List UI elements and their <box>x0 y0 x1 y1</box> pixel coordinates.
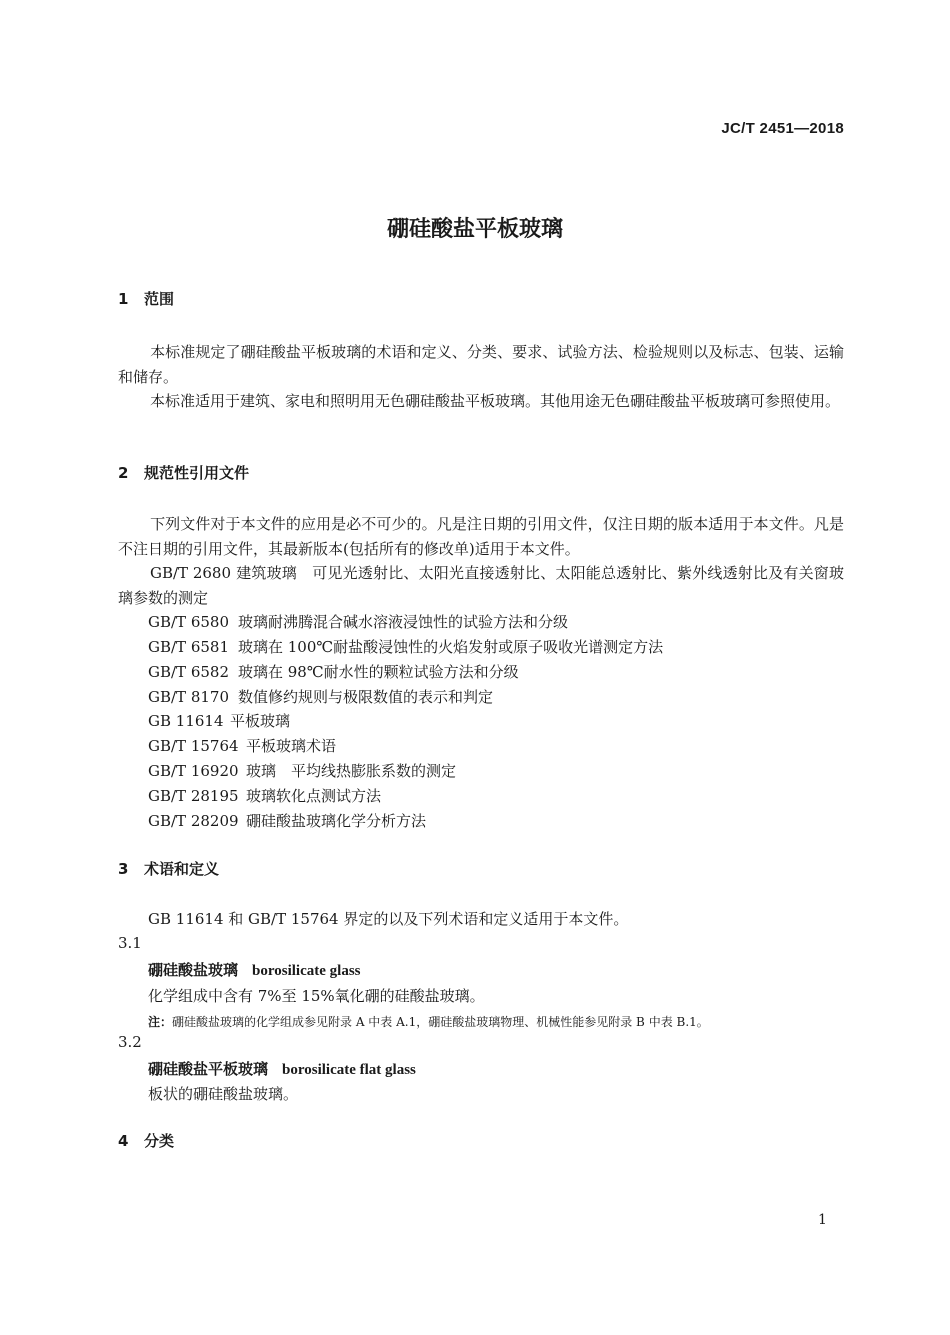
reference-title: 玻璃在 100℃耐盐酸浸蚀性的火焰发射或原子吸收光谱测定方法 <box>238 638 664 656</box>
term-definition: 化学组成中含有 7%至 15%氧化硼的硅酸盐玻璃。 <box>148 987 485 1005</box>
term-number: 3.1 <box>118 934 142 952</box>
section-title: 术语和定义 <box>144 860 220 878</box>
reference-code: GB/T 2680 <box>150 564 232 582</box>
section-number: 1 <box>118 290 129 308</box>
reference-item <box>148 760 456 781</box>
term-note <box>148 1013 709 1030</box>
reference-title: 平板玻璃 <box>230 712 291 730</box>
reference-item <box>148 785 381 806</box>
reference-item <box>118 561 844 611</box>
page-number: 1 <box>818 1212 827 1228</box>
term-definition: 板状的硼硅酸盐玻璃。 <box>148 1085 299 1103</box>
section-title: 规范性引用文件 <box>144 464 250 482</box>
section-1-heading <box>118 288 174 309</box>
reference-code: GB/T 6581 <box>148 638 230 656</box>
reference-code: GB/T 28209 <box>148 812 239 830</box>
reference-code: GB/T 16920 <box>148 762 239 780</box>
reference-title: 玻璃 平均线热膨胀系数的测定 <box>246 762 457 780</box>
section-4-heading <box>118 1130 174 1151</box>
section-title: 分类 <box>144 1132 175 1150</box>
term-english: borosilicate flat glass <box>282 1062 416 1078</box>
scope-paragraph-2: 本标准适用于建筑、家电和照明用无色硼硅酸盐平板玻璃。其他用途无色硼硅酸盐平板玻璃可参照使用。 <box>150 392 841 410</box>
section-3-heading <box>118 858 219 879</box>
reference-item <box>148 710 290 731</box>
reference-code: GB/T 8170 <box>148 688 230 706</box>
reference-code: GB/T 6582 <box>148 663 230 681</box>
term-chinese: 硼硅酸盐平板玻璃 <box>148 1060 269 1078</box>
section-number: 3 <box>118 860 129 878</box>
standard-code-header: JC/T 2451—2018 <box>721 120 844 137</box>
page-title: 硼硅酸盐平板玻璃 <box>386 217 563 242</box>
reference-item <box>148 735 336 756</box>
reference-code: GB/T 15764 <box>148 737 239 755</box>
reference-title: 建筑玻璃 可见光透射比、太阳光直接透射比、太阳能总透射比、紫外线透射比及有关窗玻璃参数的测定 <box>118 564 844 607</box>
reference-title: 玻璃在 98℃耐水性的颗粒试验方法和分级 <box>238 663 519 681</box>
reference-title: 数值修约规则与极限数值的表示和判定 <box>238 688 494 706</box>
reference-code: GB/T 28195 <box>148 787 239 805</box>
terms-intro: GB 11614 和 GB/T 15764 界定的以及下列术语和定义适用于本文件。 <box>148 910 629 928</box>
section-number: 4 <box>118 1132 129 1150</box>
note-label: 注： <box>148 1015 173 1029</box>
term-chinese: 硼硅酸盐玻璃 <box>148 961 239 979</box>
reference-title: 硼硅酸盐玻璃化学分析方法 <box>246 812 427 830</box>
reference-title: 平板玻璃术语 <box>246 737 337 755</box>
term-heading <box>148 959 361 980</box>
term-english: borosilicate glass <box>252 963 361 979</box>
reference-code: GB/T 6580 <box>148 613 230 631</box>
reference-title: 玻璃软化点测试方法 <box>246 787 382 805</box>
reference-item <box>148 686 493 707</box>
section-number: 2 <box>118 464 129 482</box>
reference-item <box>148 810 426 831</box>
reference-title: 玻璃耐沸腾混合碱水溶液浸蚀性的试验方法和分级 <box>238 613 569 631</box>
reference-code: GB 11614 <box>148 712 224 730</box>
reference-item <box>148 611 568 632</box>
term-number: 3.2 <box>118 1033 142 1051</box>
reference-item <box>148 661 519 682</box>
references-intro: 下列文件对于本文件的应用是必不可少的。凡是注日期的引用文件，仅注日期的版本适用于本文件。凡是不注日期的引用文件，其最新版本(包括所有的修改单)适用于本文件。 <box>118 515 844 558</box>
section-2-heading <box>118 462 249 483</box>
scope-paragraph-1: 本标准规定了硼硅酸盐平板玻璃的术语和定义、分类、要求、试验方法、检验规则以及标志、包装、运输和储存。 <box>118 343 844 386</box>
reference-item <box>148 636 663 657</box>
section-title: 范围 <box>144 290 175 308</box>
note-text: 硼硅酸盐玻璃的化学组成参见附录 A 中表 A.1，硼硅酸盐玻璃物理、机械性能参见附录 B 中表 B.1。 <box>172 1015 709 1029</box>
term-heading <box>148 1058 416 1079</box>
